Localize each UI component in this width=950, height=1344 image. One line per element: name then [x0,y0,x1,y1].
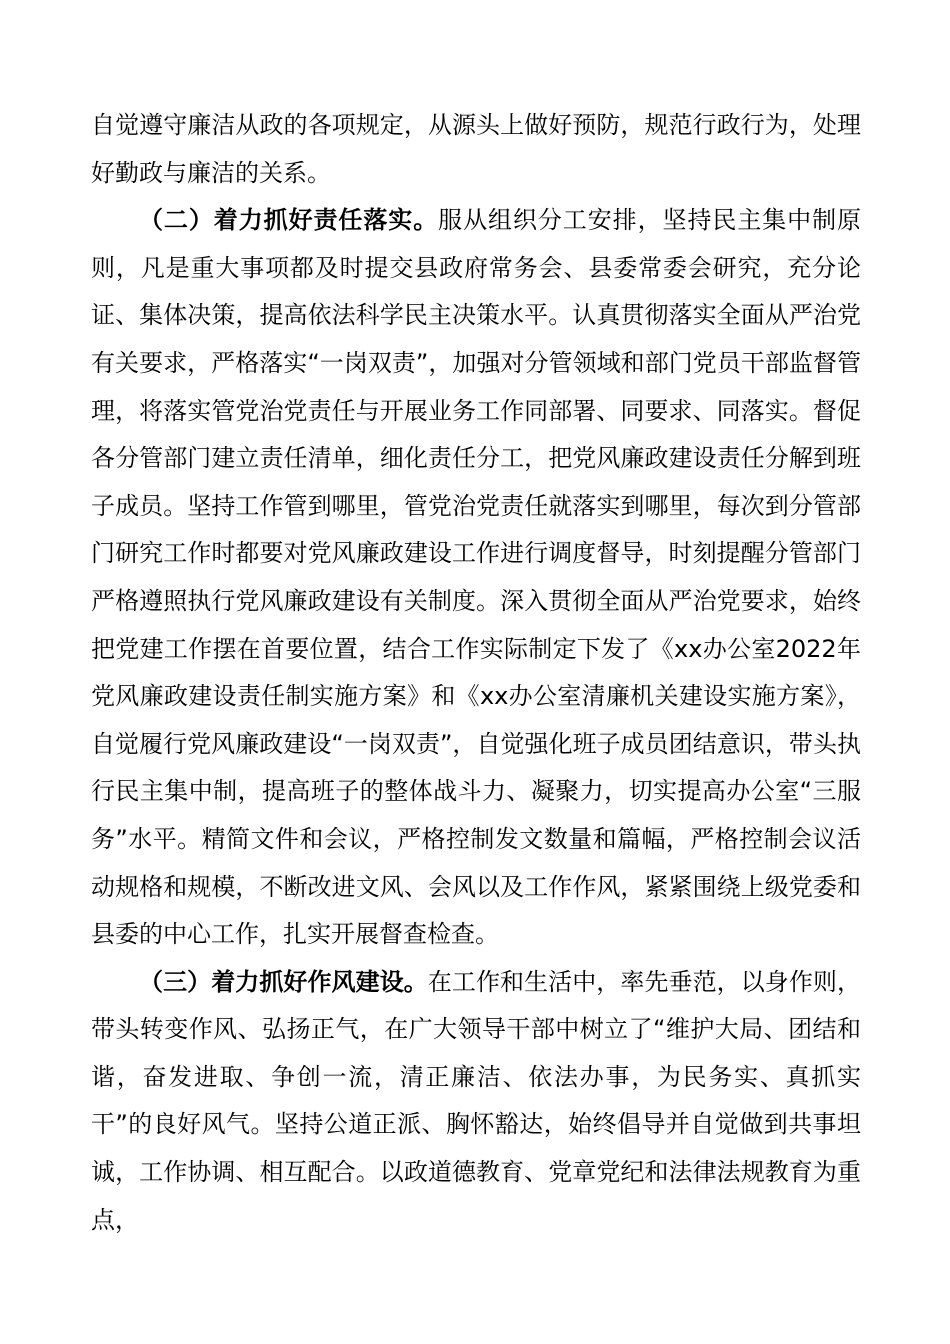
paragraph-responsibility [91,197,861,959]
section-heading-responsibility: （二）着力抓好责任落实。 [139,206,439,235]
paragraph-work-style [91,959,861,1245]
document-body [91,102,861,1244]
paragraph-continuation [91,102,861,197]
paragraph-text: 自觉遵守廉洁从政的各项规定，从源头上做好预防，规范行政行为，处理好勤政与廉洁的关系。 [91,111,861,187]
section-heading-work-style: （三）着力抓好作风建设。 [139,967,428,996]
paragraph-text: 服从组织分工安排，坚持民主集中制原则，凡是重大事项都及时提交县政府常务会、县委常委会研究，充分论证、集体决策，提高依法科学民主决策水平。认真贯彻落实全面从严治党有关要求，严格落实“一岗双责”，加强对分管领域和部门党员干部监督管理，将落实管党治党责任与开展业务工作同部署、同要求、同落实。督促各分管部门建立责任清单，细化责任分工，把党风廉政建设责任分解到班子成员。坚持工作管到哪里，管党治党责任就落实到哪里，每次到分管部门研究工作时都要对党风廉政建设工作进行调度督导，时刻提醒分管部门严格遵照执行党风廉政建设有关制度。深入贯彻全面从严治党要求，始终把党建工作摆在首要位置，结合工作实际制定下发了《xx办公室2022年党风廉政建设责任制实施方案》和《xx办公室清廉机关建设实施方案》，自觉履行党风廉政建设“一岗双责”，自觉强化班子成员团结意识，带头执行民主集中制，提高班子的整体战斗力、凝聚力，切实提高办公室“三服务”水平。精简文件和会议，严格控制发文数量和篇幅，严格控制会议活动规格和规模，不断改进文风、会风以及工作作风，紧紧围绕上级党委和县委的中心工作，扎实开展督查检查。 [91,206,862,949]
paragraph-text: 在工作和生活中，率先垂范，以身作则，带头转变作风、弘扬正气，在广大领导干部中树立了“维护大局、团结和谐，奋发进取、争创一流，清正廉洁、依法办事，为民务实、真抓实干”的良好风气。坚持公道正派、胸怀豁达，始终倡导并自觉做到共事坦诚，工作协调、相互配合。以政道德教育、党章党纪和法律法规教育为重点， [91,967,861,1234]
